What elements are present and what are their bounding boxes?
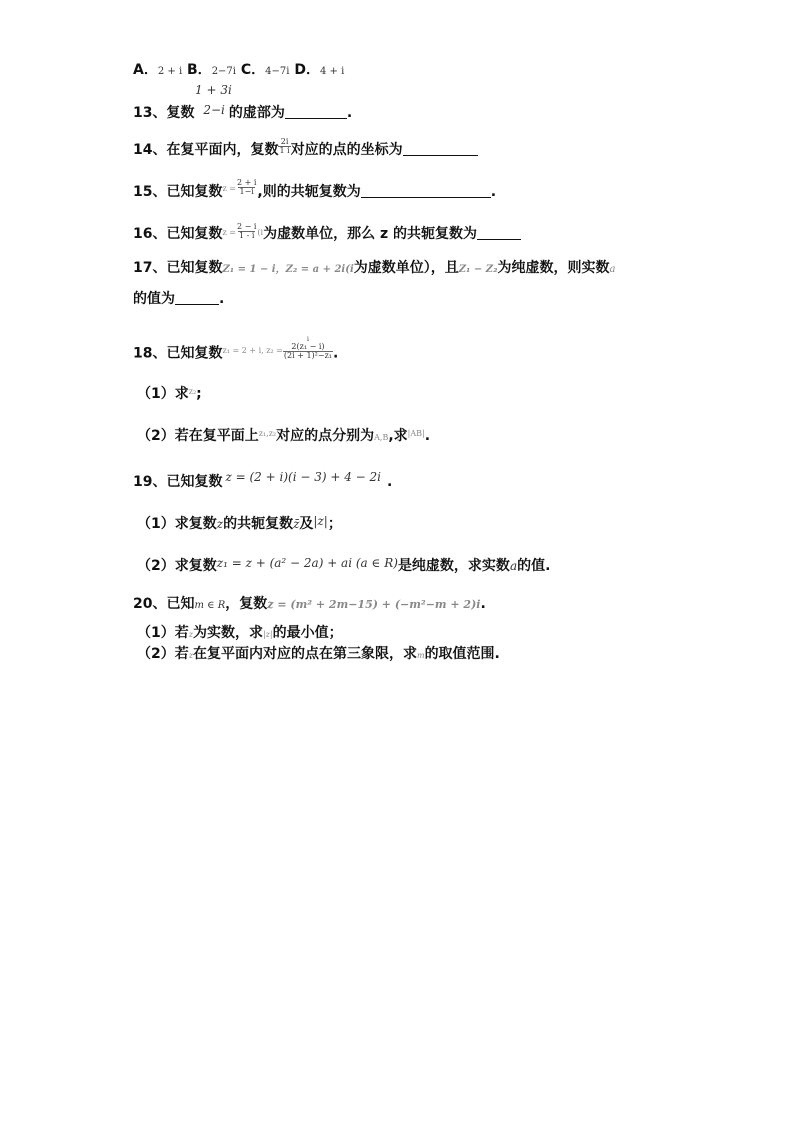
q15-z-equals: z =	[222, 184, 236, 193]
q20-expression: z = (m² + 2m−15) + (−m²−m + 2)i	[267, 598, 481, 611]
q17-z1: Z₁ = 1 − i，	[222, 264, 286, 275]
q13-denominator: 2−i	[203, 103, 225, 117]
q20-part1-mid: 为实数，求	[192, 625, 263, 641]
q20-end: .	[480, 596, 486, 612]
q19-part1-z: z	[216, 517, 224, 531]
q19-expression: z = (2 + i)(i − 3) + 4 − 2i	[225, 470, 382, 484]
option-c-value: 4−7i	[265, 66, 290, 77]
option-d-value: 4 + i	[319, 66, 345, 77]
q19-part1-abs: |z|	[313, 514, 328, 528]
q15-suffix: ,则的共轭复数为	[257, 184, 361, 200]
q15-prefix: 已知复数	[166, 184, 223, 200]
q13-suffix: 的虚部为	[228, 105, 285, 121]
q19-part2	[137, 556, 550, 576]
q13-prefix: 复数	[166, 105, 195, 121]
q18-part1-end: ;	[196, 386, 202, 402]
q18-part2-mid: 对应的点分别为	[276, 428, 375, 444]
option-a-label: A．	[133, 62, 158, 78]
q16-paren: (i	[257, 228, 264, 237]
q17-answer-blank	[175, 290, 219, 305]
q16-numerator: 2 − i	[236, 221, 257, 231]
q20-part2-mid: 在复平面内对应的点在第三象限，求	[192, 646, 417, 662]
q19-prefix: 已知复数	[166, 474, 223, 490]
q18-prefix: 已知复数	[166, 345, 223, 362]
q18-fraction	[283, 337, 333, 360]
q12-options	[133, 60, 344, 82]
q19-part1-zbar: z̄	[293, 517, 300, 531]
q16-fraction	[236, 223, 257, 240]
q18-part2-points: A,B	[374, 433, 389, 442]
q17-difference: Z₁ − Z₂	[458, 264, 498, 275]
q17-z2: Z₂ = a + 2i(i	[285, 264, 354, 275]
q16-suffix: 为虚数单位，那么 z 的共轭复数为	[263, 226, 477, 242]
q18-part1	[137, 384, 202, 406]
q17-suffix: 为纯虚数，则实数	[497, 260, 610, 276]
question-14	[133, 136, 478, 160]
q19-part2-mid: 是纯虚数，求实数	[397, 558, 510, 574]
question-16	[133, 221, 521, 246]
q18-numerator: 2(z₁ − i)	[291, 342, 325, 351]
q20-part2-post: 的取值范围.	[424, 646, 500, 662]
q20-part1-post: 的最小值；	[272, 625, 343, 641]
q13-end: .	[346, 105, 353, 121]
option-b-value: 2−7i	[211, 66, 236, 77]
q15-denominator: 1−i	[239, 186, 254, 196]
q19-part2-var: a	[509, 559, 518, 573]
q18-denominator: (2i + 1)²−z₁	[283, 351, 332, 360]
q20-condition: m ∈ R	[194, 600, 226, 611]
q20-prefix: 已知	[166, 596, 195, 612]
q17-prefix: 已知复数	[166, 260, 223, 276]
q18-end: .	[333, 345, 339, 362]
q14-fraction	[278, 138, 290, 155]
q19-part1-end: ；	[327, 516, 342, 532]
q16-answer-blank	[477, 225, 521, 240]
q18-part1-var: z₂	[188, 387, 197, 396]
question-17	[133, 258, 615, 280]
q18-part2-abs: |AB|	[407, 429, 425, 438]
q19-part1-and: 及	[299, 516, 314, 532]
q14-number: 14、	[133, 142, 167, 158]
q20-part2	[137, 644, 500, 666]
q17-line2-prefix: 的值为	[133, 291, 175, 307]
q20-part2-m: m	[416, 651, 425, 660]
option-c-label: C．	[240, 62, 266, 78]
q18-part2-vars: z₁,z₂	[258, 429, 277, 438]
q19-part1-mid: 的共轭复数	[223, 516, 294, 532]
q18-part2	[137, 426, 430, 448]
q19-part2-end: 的值.	[517, 558, 551, 574]
q20-part2-z: z	[188, 651, 193, 660]
q19-part1	[137, 514, 342, 534]
q19-end: .	[387, 474, 393, 490]
q13-numerator: 1 + 3i	[195, 83, 232, 97]
q16-z-equals: z =	[222, 228, 236, 237]
question-19	[133, 472, 392, 492]
q13-number: 13、	[133, 105, 167, 121]
q17-number: 17、	[133, 260, 167, 276]
q20-part1-label: （1）若	[137, 625, 189, 641]
q15-number: 15、	[133, 184, 167, 200]
q13-answer-blank	[285, 104, 347, 119]
question-20	[133, 594, 486, 616]
q18-number: 18、	[133, 345, 167, 362]
q20-part1-z: z	[188, 630, 193, 639]
q14-suffix: 对应的点的坐标为	[290, 142, 403, 158]
question-18	[133, 336, 339, 366]
q18-numerator-top: i	[306, 336, 309, 343]
q20-part1-abs: |z|	[262, 630, 273, 639]
q19-part2-label: （2）求复数	[137, 558, 217, 574]
question-15	[133, 177, 497, 204]
q20-part1	[137, 623, 343, 645]
q18-part2-post: ,求	[388, 428, 408, 444]
option-b-label: B．	[187, 62, 212, 78]
q16-number: 16、	[133, 226, 167, 242]
option-d-label: D．	[294, 62, 320, 78]
q18-expression: z₁ = 2 + i, z₂ =	[222, 345, 283, 355]
q15-end: .	[490, 184, 497, 200]
q18-part1-label: （1）求	[137, 386, 189, 402]
q16-prefix: 已知复数	[166, 226, 223, 242]
q17-end: .	[219, 291, 225, 307]
q20-number: 20、	[133, 596, 167, 612]
question-17-line2	[133, 289, 224, 309]
q17-mid: 为虚数单位），且	[353, 260, 459, 276]
q14-numerator: 2i	[280, 136, 289, 146]
q16-denominator: 1 - i	[238, 230, 255, 240]
q15-answer-blank	[361, 183, 491, 198]
question-13	[133, 103, 352, 123]
q15-numerator: 2 + i	[236, 177, 257, 187]
q14-denominator: 1 i	[279, 145, 290, 155]
q17-variable: a	[609, 264, 616, 275]
q20-part2-label: （2）若	[137, 646, 189, 662]
option-a-value: 2 + i	[157, 66, 183, 77]
q19-part2-expression: z₁ = z + (a² − 2a) + ai (a ∈ R)	[216, 556, 398, 570]
q20-mid: ，复数	[225, 596, 268, 612]
q18-part2-label: （2）若在复平面上	[137, 428, 259, 444]
q18-part2-end: .	[424, 428, 431, 444]
q15-fraction	[236, 179, 257, 196]
q19-part1-label: （1）求复数	[137, 516, 217, 532]
q14-prefix: 在复平面内，复数	[166, 142, 279, 158]
q14-answer-blank	[403, 141, 478, 156]
q19-number: 19、	[133, 474, 167, 490]
